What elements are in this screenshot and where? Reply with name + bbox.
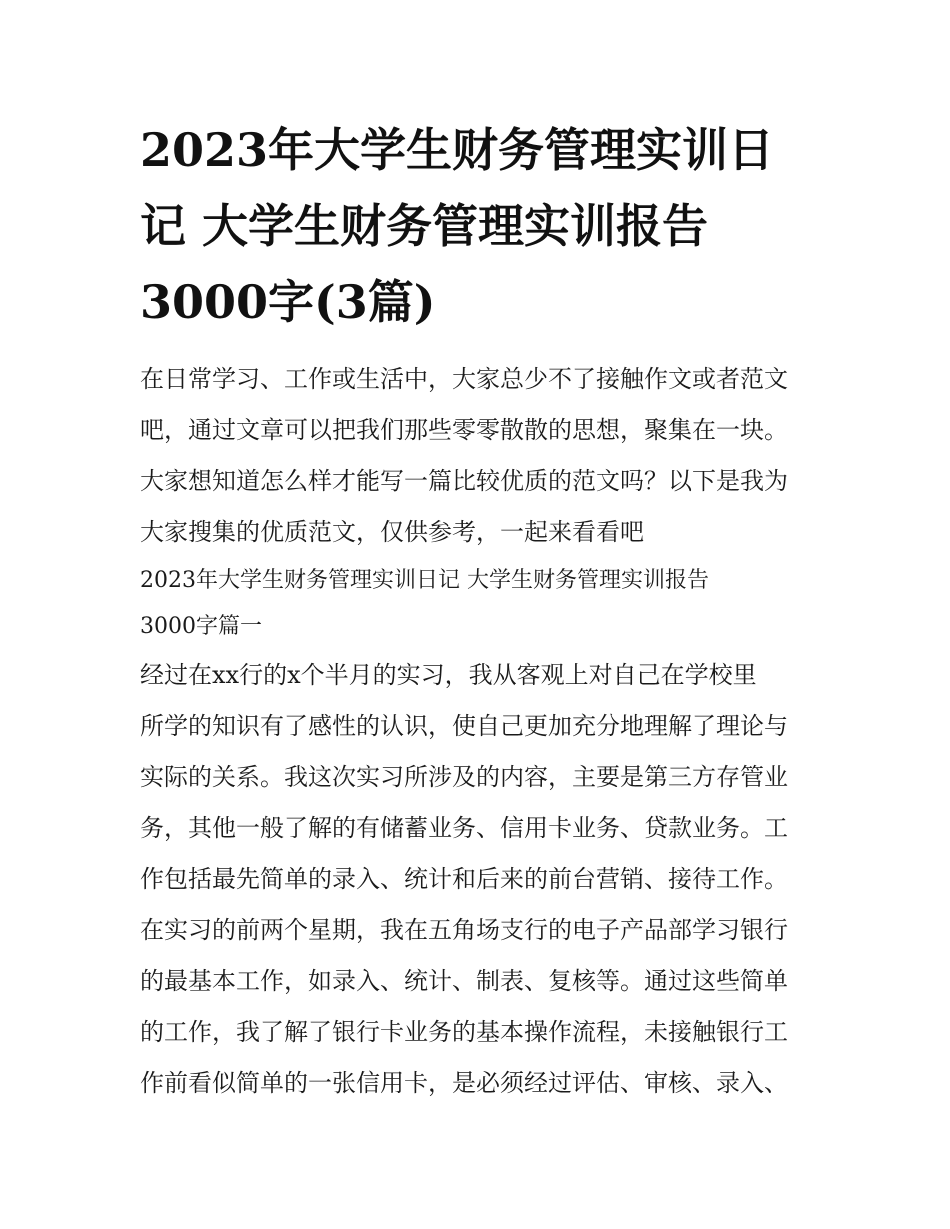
body-line: 在实习的前两个星期，我在五角场支行的电子产品部学习银行 [140, 916, 788, 944]
body-line: 作前看似简单的一张信用卡，是必须经过评估、审核、录入、 [140, 1069, 788, 1097]
intro-line: 吧，通过文章可以把我们那些零零散散的思想，聚集在一块。 [140, 416, 788, 444]
intro-line: 在日常学习、工作或生活中，大家总少不了接触作文或者范文 [140, 365, 788, 393]
body-paragraph [140, 650, 820, 1109]
section-heading-line: 3000字篇一 [140, 614, 262, 639]
intro-line: 大家想知道怎么样才能写一篇比较优质的范文吗？以下是我为 [140, 467, 788, 495]
body-line: 作包括最先简单的录入、统计和后来的前台营销、接待工作。 [140, 865, 788, 893]
document-title [140, 112, 820, 340]
document-body [140, 354, 820, 1109]
body-line: 所学的知识有了感性的认识，使自己更加充分地理解了理论与 [140, 712, 788, 740]
body-line: 实际的关系。我这次实习所涉及的内容，主要是第三方存管业 [140, 763, 788, 791]
intro-line: 大家搜集的优质范文，仅供参考，一起来看看吧 [140, 518, 644, 546]
body-line: 经过在xx行的x个半月的实习，我从客观上对自己在学校里 [140, 661, 757, 689]
title-line-3: 3000字(3篇) [140, 275, 436, 329]
body-line: 务，其他一般了解的有储蓄业务、信用卡业务、贷款业务。工 [140, 814, 788, 842]
document-page [140, 112, 820, 1109]
title-line-2: 记 大学生财务管理实训报告 [140, 199, 709, 253]
section-heading-line: 2023年大学生财务管理实训日记 大学生财务管理实训报告 [140, 568, 709, 593]
intro-paragraph [140, 354, 820, 558]
body-line: 的最基本工作，如录入、统计、制表、复核等。通过这些简单 [140, 967, 788, 995]
section-heading [140, 558, 820, 650]
body-line: 的工作，我了解了银行卡业务的基本操作流程，未接触银行工 [140, 1018, 788, 1046]
title-line-1: 2023年大学生财务管理实训日 [140, 123, 775, 177]
